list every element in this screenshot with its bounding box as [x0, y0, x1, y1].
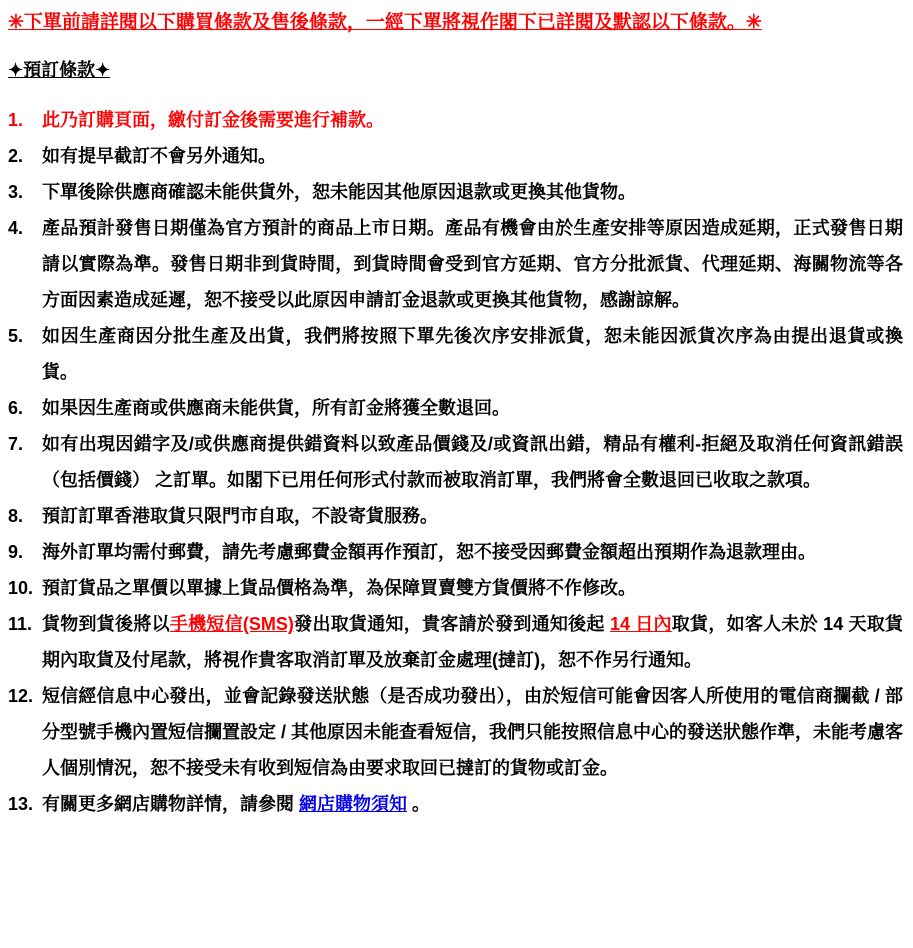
- term-segment: 取貨，如客人未於 14 天取貨期內取貨及付尾款，將視作貴客取消訂單及放棄訂金處理(撻訂)，恕不作另行通知。: [42, 614, 904, 670]
- term-item-10: [8, 570, 903, 606]
- term-segment: 產品預計發售日期僅為官方預計的商品上市日期。產品有機會由於生產安排等原因造成延期，正式發售日期請以實際為準。發售日期非到貨時間，到貨時間會受到官方延期、官方分批派貨、代理延期、海關物流等各方面因素造成延遲，恕不接受以此原因申請訂金退款或更換其他貨物，感謝諒解。: [42, 218, 903, 310]
- term-number: 4.: [8, 218, 24, 238]
- term-number: 11.: [8, 614, 33, 634]
- page-title: ✳下單前請詳閱以下購買條款及售後條款，一經下單將視作閣下已詳閱及默認以下條款。✳: [8, 12, 762, 33]
- term-number: 13.: [8, 794, 34, 814]
- term-segment-red: 此乃訂購頁面，繳付訂金後需要進行補款。: [42, 110, 384, 130]
- term-number: 12.: [8, 686, 34, 706]
- term-segment: 海外訂單均需付郵費，請先考慮郵費金額再作預訂，恕不接受因郵費金額超出預期作為退款理由。: [42, 542, 816, 562]
- term-text: [42, 534, 903, 570]
- term-text: [42, 426, 903, 498]
- term-number: 7.: [8, 434, 24, 454]
- store-shopping-notice-link[interactable]: 網店購物須知: [299, 794, 407, 814]
- term-text: [42, 570, 903, 606]
- term-segment: 短信經信息中心發出，並會記錄發送狀態（是否成功發出），由於短信可能會因客人所使用的電信商攔截 / 部分型號手機內置短信攔置設定 / 其他原因未能查看短信，我們只能按照信息中心的發送狀態作準，未能考慮客人個別情況，恕不接受未有收到短信為由要求取回已撻訂的貨物或訂金。: [42, 686, 903, 778]
- term-item-4: [8, 210, 903, 318]
- term-text: [42, 390, 903, 426]
- term-text: [42, 318, 903, 390]
- term-segment-red-underline: 14 日內: [609, 614, 672, 634]
- term-text: [42, 606, 903, 678]
- term-number: 1.: [8, 110, 24, 130]
- term-text: [42, 498, 903, 534]
- term-item-2: [8, 138, 903, 174]
- term-text: [42, 678, 903, 786]
- term-segment: 預訂貨品之單價以單據上貨品價格為準，為保障買賣雙方貨價將不作修改。: [42, 578, 636, 598]
- term-item-12: [8, 678, 903, 786]
- term-item-8: [8, 498, 903, 534]
- terms-list: [8, 102, 903, 822]
- term-item-1: [8, 102, 903, 138]
- term-number: 9.: [8, 542, 24, 562]
- term-segment: 如有出現因錯字及/或供應商提供錯資料以致產品價錢及/或資訊出錯，精品有權利-拒絕及取消任何資訊錯誤（包括價錢） 之訂單。如閣下已用任何形式付款而被取消訂單，我們將會全數退回已收取之款項。: [42, 434, 903, 490]
- term-segment: 貨物到貨後將以: [42, 614, 170, 634]
- term-text: [42, 786, 903, 822]
- term-number: 5.: [8, 326, 24, 346]
- term-item-5: [8, 318, 903, 390]
- term-segment: 如果因生產商或供應商未能供貨，所有訂金將獲全數退回。: [42, 398, 510, 418]
- term-segment: 發出取貨通知，貴客請於發到通知後起: [293, 614, 610, 634]
- term-text: [42, 138, 903, 174]
- term-segment: 有關更多網店購物詳情，請參閱: [42, 794, 299, 814]
- term-segment: 如因生產商因分批生產及出貨，我們將按照下單先後次序安排派貨，恕未能因派貨次序為由提出退貨或換貨。: [42, 326, 903, 382]
- term-item-13: [8, 786, 903, 822]
- section-heading-preorder-terms: ✦預訂條款✦: [8, 60, 111, 80]
- term-text: [42, 174, 903, 210]
- term-number: 3.: [8, 182, 24, 202]
- term-item-11: [8, 606, 903, 678]
- term-segment-red-underline: 手機短信(SMS): [169, 614, 294, 634]
- term-item-3: [8, 174, 903, 210]
- term-segment: 預訂訂單香港取貨只限門市自取，不設寄貨服務。: [42, 506, 438, 526]
- term-segment: 。: [407, 794, 431, 814]
- term-segment: 下單後除供應商確認未能供貨外，恕未能因其他原因退款或更換其他貨物。: [42, 182, 636, 202]
- term-number: 8.: [8, 506, 24, 526]
- term-text: [42, 210, 903, 318]
- term-item-9: [8, 534, 903, 570]
- term-number: 2.: [8, 146, 24, 166]
- term-item-6: [8, 390, 903, 426]
- term-number: 10.: [8, 578, 34, 598]
- term-item-7: [8, 426, 903, 498]
- term-segment: 如有提早截訂不會另外通知。: [42, 146, 276, 166]
- term-text: [42, 102, 903, 138]
- term-number: 6.: [8, 398, 24, 418]
